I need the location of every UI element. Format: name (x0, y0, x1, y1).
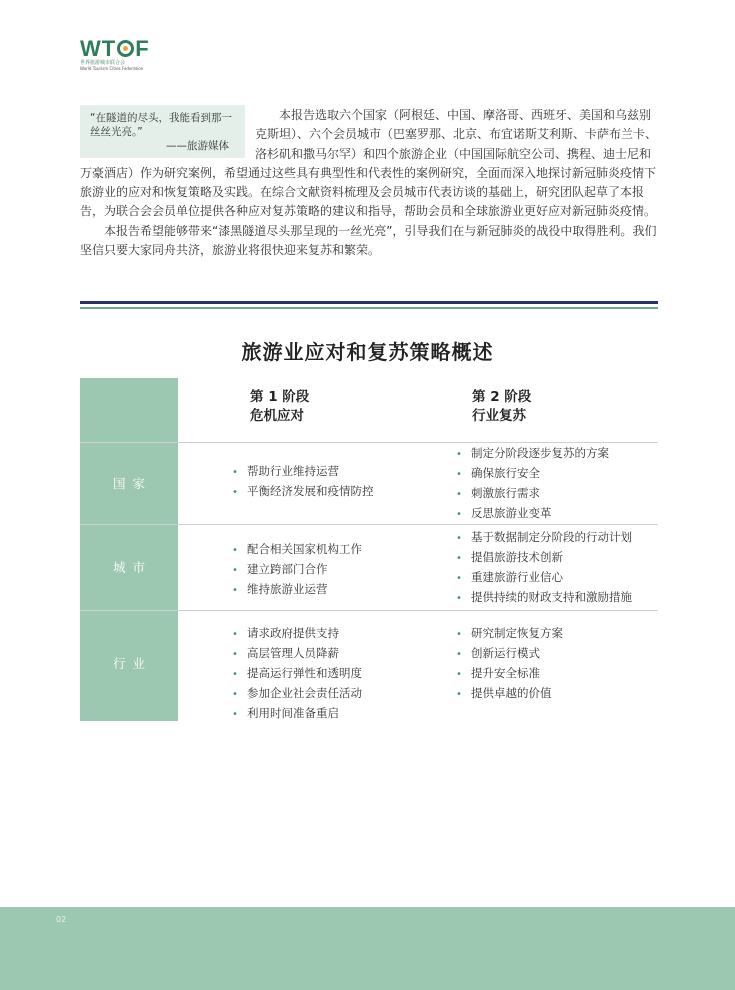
quote-attribution: ——旅游媒体 (166, 140, 229, 152)
list-item: • 利用时间准备重启 (232, 704, 362, 724)
list-item: • 帮助行业维持运营 (232, 462, 374, 482)
strategy-table (80, 378, 658, 721)
bullet-icon: • (232, 545, 238, 556)
bullet-icon: • (456, 593, 462, 604)
country-phase2-cell (456, 444, 609, 524)
list-item: • 基于数据制定分阶段的行动计划 (456, 528, 632, 548)
globe-icon (117, 40, 134, 57)
list-item: • 提供卓越的价值 (456, 684, 563, 704)
bullet-icon: • (232, 709, 238, 720)
list-item: • 反思旅游业变革 (456, 504, 609, 524)
divider-green (80, 307, 658, 309)
intro-text (80, 106, 658, 260)
bullet-icon: • (456, 449, 462, 460)
list-item: • 制定分阶段逐步复苏的方案 (456, 444, 609, 464)
list-item: • 确保旅行安全 (456, 464, 609, 484)
bullet-icon: • (456, 669, 462, 680)
list-item: • 建立跨部门合作 (232, 560, 362, 580)
bullet-icon: • (232, 585, 238, 596)
intro-paragraph-1: 本报告选取六个国家（阿根廷、中国、摩洛哥、西班牙、美国和乌兹别克斯坦）、六个会员城市（巴塞罗那、北京、布宜诺斯艾利斯、卡萨布兰卡、洛杉矶和撒马尔罕）和四个旅游企业（中国国际航空公司、携程、迪士尼和万豪酒店）作为研究案例，希望通过这些具有典型性和代表性的案例研究，全面而深入地探讨新冠肺炎疫情下旅游业的应对和恢复策略及实践。在综合文献资料梳理及会员城市代表访谈的基础上，研究团队起草了本报告，为联合会会员单位提供各种应对复苏策略的建议和指导，帮助会员和全球旅游业更好应对新冠肺炎疫情。 (80, 108, 658, 219)
wtcf-logo (80, 38, 150, 70)
list-item: • 平衡经济发展和疫情防控 (232, 482, 374, 502)
divider-navy (80, 301, 658, 304)
quote-text: “在隧道的尽头，我能看到那一丝丝光亮。” (90, 112, 232, 138)
bullet-icon: • (456, 553, 462, 564)
list-item: • 提升安全标准 (456, 664, 563, 684)
bullet-icon: • (232, 629, 238, 640)
bullet-icon: • (456, 649, 462, 660)
intro-paragraph-2: 本报告希望能够带来“漆黑隧道尽头那呈现的一丝光亮”，引导我们在与新冠肺炎的战役中取得胜利。我们坚信只要大家同舟共济，旅游业将很快迎来复苏和繁荣。 (80, 223, 657, 258)
logo-name-en: World Tourism Cities Federation (80, 66, 144, 71)
bullet-icon: • (456, 509, 462, 520)
industry-phase1-cell (232, 624, 362, 724)
bullet-icon: • (232, 649, 238, 660)
phase2-header: 第 2 阶段 行业复苏 (472, 389, 532, 424)
industry-phase2-cell (456, 624, 563, 704)
list-item: • 高层管理人员降薪 (232, 644, 362, 664)
bullet-icon: • (232, 669, 238, 680)
city-phase2-cell (456, 528, 632, 608)
bullet-icon: • (456, 469, 462, 480)
row-label-industry: 行业 (112, 656, 152, 671)
country-phase1-cell (232, 462, 374, 502)
row-divider (80, 610, 658, 611)
bullet-icon: • (232, 467, 238, 478)
bullet-icon: • (232, 689, 238, 700)
list-item: • 提供持续的财政支持和激励措施 (456, 588, 632, 608)
row-label-country: 国家 (112, 476, 152, 491)
list-item: • 配合相关国家机构工作 (232, 540, 362, 560)
list-item: • 请求政府提供支持 (232, 624, 362, 644)
logo-name-cn: 世界旅游城市联合会 (80, 60, 126, 66)
row-divider (80, 524, 658, 525)
list-item: • 提倡旅游技术创新 (456, 548, 632, 568)
footer-band (0, 907, 735, 990)
row-label-city: 城市 (112, 560, 152, 575)
section-title: 旅游业应对和复苏策略概述 (241, 340, 494, 364)
list-item: • 创新运行模式 (456, 644, 563, 664)
list-item: • 维持旅游业运营 (232, 580, 362, 600)
row-divider (80, 442, 658, 443)
bullet-icon: • (456, 489, 462, 500)
list-item: • 参加企业社会责任活动 (232, 684, 362, 704)
page-number: 02 (56, 915, 67, 924)
bullet-icon: • (232, 487, 238, 498)
bullet-icon: • (456, 573, 462, 584)
list-item: • 研究制定恢复方案 (456, 624, 563, 644)
city-phase1-cell (232, 540, 362, 600)
bullet-icon: • (456, 533, 462, 544)
list-item: • 提高运行弹性和透明度 (232, 664, 362, 684)
logo-wordmark: WT F (80, 36, 150, 61)
bullet-icon: • (456, 689, 462, 700)
phase1-header: 第 1 阶段 危机应对 (250, 389, 310, 424)
bullet-icon: • (456, 629, 462, 640)
bullet-icon: • (232, 565, 238, 576)
list-item: • 重建旅游行业信心 (456, 568, 632, 588)
list-item: • 刺激旅行需求 (456, 484, 609, 504)
